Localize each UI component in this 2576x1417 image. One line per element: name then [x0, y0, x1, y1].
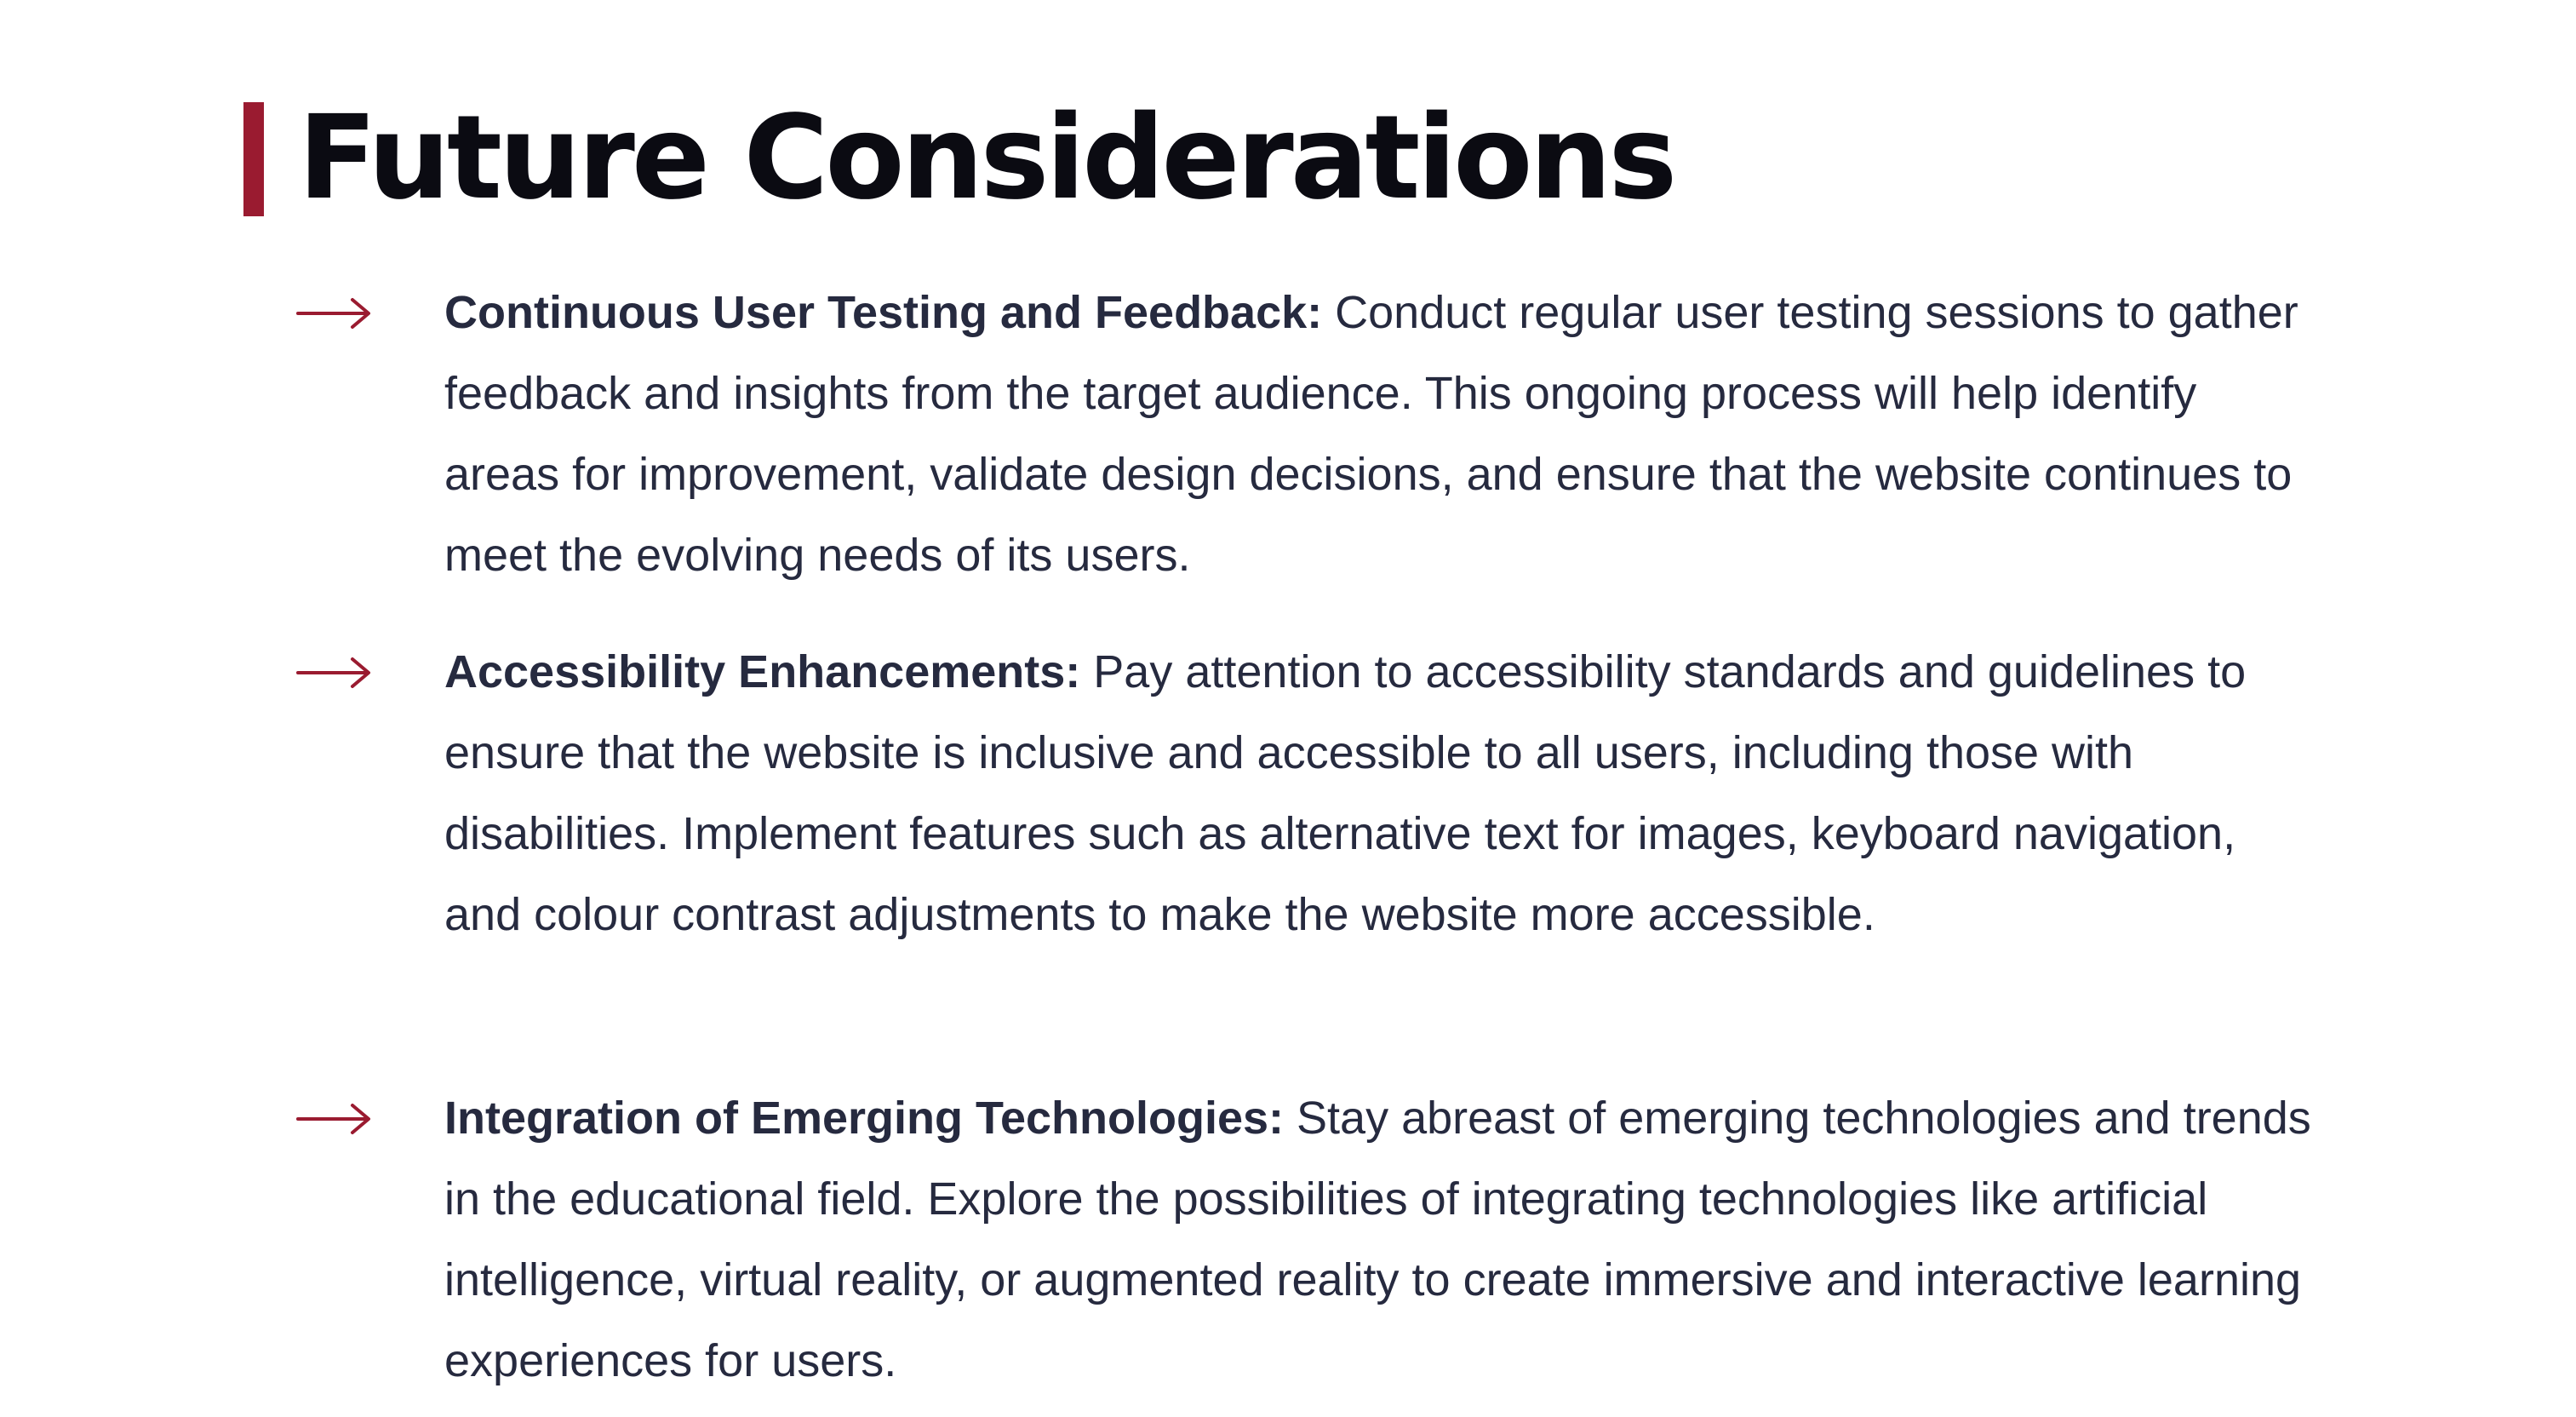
list-item-description: Pay attention to accessibility standards and guidelines to ensure that the website is inclusive and accessible to all users, including those with disabilities. Implement features such as alternative text for images, keyboard navigation, and colour contrast adjustments to make the website more accessible. [444, 646, 2247, 940]
list-item-term: Accessibility Enhancements: [444, 646, 1081, 697]
list-item-text [444, 632, 2317, 955]
long-arrow-right-icon [296, 293, 371, 334]
list-item-description: Stay abreast of emerging technologies and trends in the educational field. Explore the possibilities of integrating technologies like artificial intelligence, virtual reality, or augmented reality to create immersive and interactive learning experiences for users. [444, 1093, 2311, 1386]
page-title: Future Considerations [298, 91, 1674, 226]
list-item-text [444, 272, 2317, 596]
list-item-text [444, 1078, 2317, 1402]
long-arrow-right-icon [296, 1099, 371, 1139]
list-item-description: Conduct regular user testing sessions to gather feedback and insights from the target audience. This ongoing process will help identify areas for improvement, validate design decisions, and ensure that the website continues to meet the evolving needs of its users. [444, 287, 2298, 581]
title-accent-bar [243, 102, 264, 216]
list-item-term: Continuous User Testing and Feedback: [444, 287, 1323, 338]
list-item-term: Integration of Emerging Technologies: [444, 1093, 1285, 1144]
long-arrow-right-icon [296, 652, 371, 693]
